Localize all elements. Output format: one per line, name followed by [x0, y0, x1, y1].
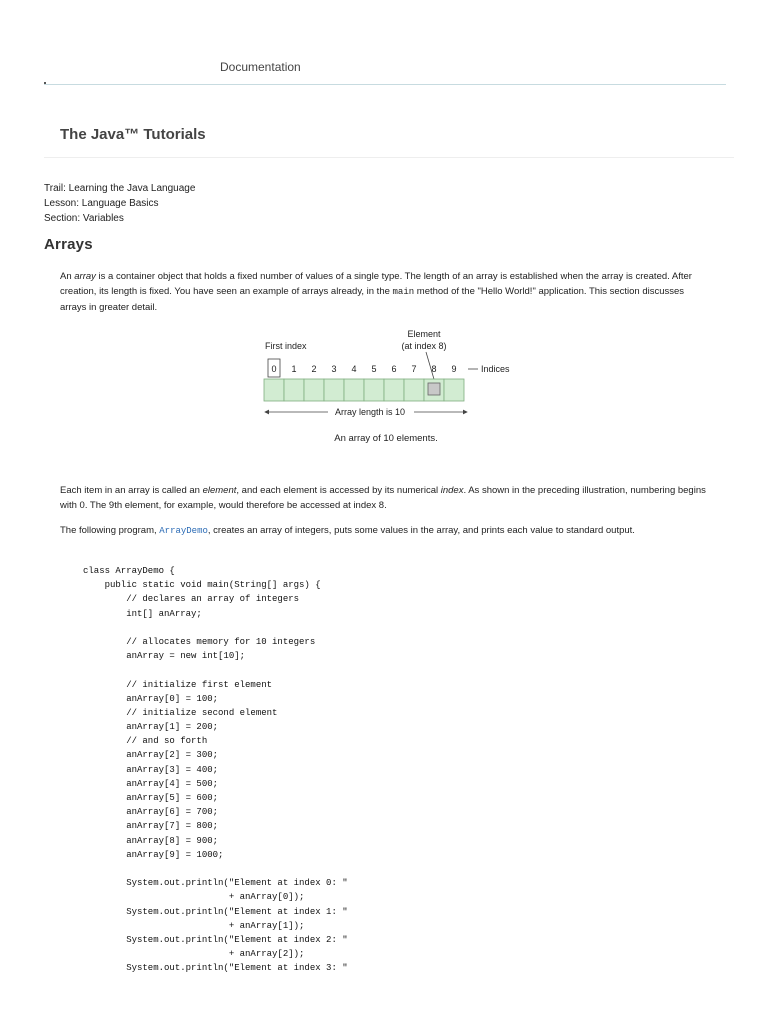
code-line: + anArray[2]);: [83, 949, 305, 960]
code-line: anArray[3] = 400;: [83, 764, 219, 775]
intro-term-array: array: [74, 271, 96, 282]
code-line: // declares an array of integers: [83, 594, 300, 605]
array-index-7: 7: [411, 364, 417, 374]
code-line: anArray[0] = 100;: [83, 693, 219, 704]
code-line: int[] anArray;: [83, 608, 202, 619]
para2-term-element: element: [202, 485, 237, 496]
code-line: System.out.println("Element at index 2: ": [83, 934, 348, 945]
element-label-line2: (at index 8): [401, 341, 447, 351]
array-index-6: 6: [391, 364, 397, 374]
code-line: anArray[1] = 200;: [83, 722, 219, 733]
code-line: System.out.println("Element at index 1: ": [83, 906, 348, 917]
array-cell-6: [384, 379, 404, 401]
code-line: + anArray[0]);: [83, 892, 305, 903]
code-line: // allocates memory for 10 integers: [83, 636, 316, 647]
page-title: Arrays: [44, 236, 93, 253]
code-line: [83, 621, 348, 635]
breadcrumb-trail[interactable]: Trail: Learning the Java Language: [44, 183, 196, 194]
array-length-label: Array length is 10: [334, 407, 406, 417]
intro-text-3: method of the "Hello World!" application. This section discusses arrays in greater detail.: [60, 286, 685, 313]
documentation-link[interactable]: Documentation: [220, 60, 301, 74]
code-line: // initialize first element: [83, 679, 273, 690]
array-index-4: 4: [351, 364, 357, 374]
array-cell-3: [324, 379, 344, 401]
code-line: public static void main(String[] args) {: [83, 580, 321, 591]
program-paragraph: [60, 523, 708, 539]
code-line: class ArrayDemo {: [83, 566, 175, 576]
intro-code-main: main: [392, 287, 415, 297]
code-line: anArray[4] = 500;: [83, 778, 219, 789]
nav-corner-mark: [44, 82, 46, 84]
array-index-0: 0: [271, 364, 277, 374]
code-line: anArray[2] = 300;: [83, 750, 219, 761]
array-index-2: 2: [311, 364, 317, 374]
title-divider: [44, 157, 734, 158]
para2-text-1: Each item in an array is called an: [60, 485, 203, 496]
intro-text-1: An: [60, 271, 75, 282]
top-navigation: [44, 0, 726, 85]
array-index-9: 9: [451, 364, 457, 374]
array-index-3: 3: [331, 364, 337, 374]
intro-paragraph: [60, 269, 708, 315]
array-cell-1: [284, 379, 304, 401]
code-line: [83, 663, 348, 677]
indices-label: Indices: [481, 364, 510, 374]
code-line: anArray[6] = 700;: [83, 807, 219, 818]
code-line: anArray[5] = 600;: [83, 793, 219, 803]
array-index-5: 5: [371, 364, 377, 374]
code-line: System.out.println("Element at index 3: ": [83, 963, 348, 974]
code-line: anArray[8] = 900;: [83, 835, 219, 846]
intro-text-2: is a container object that holds a fixed number of values of a single type. The length of an array is established when the array is created. After creation, its length is fixed. You have seen an example of arrays already, in the: [60, 271, 692, 297]
array-cell-5: [364, 379, 384, 401]
code-line: anArray[7] = 800;: [83, 821, 219, 832]
code-line: anArray = new int[10];: [83, 651, 246, 662]
element-label-line1: Element: [407, 329, 441, 339]
highlighted-element: [428, 383, 440, 395]
figure-caption: An array of 10 elements.: [334, 433, 438, 444]
para2-text-2: , and each element is accessed by its numerical: [236, 485, 441, 496]
breadcrumb: [44, 181, 195, 226]
array-cell-7: [404, 379, 424, 401]
code-line: // and so forth: [83, 736, 208, 747]
code-line: [83, 862, 348, 876]
code-line: // initialize second element: [83, 707, 278, 718]
para3-text-1: The following program,: [60, 525, 160, 536]
code-block: [83, 564, 348, 975]
site-title[interactable]: The Java™ Tutorials: [60, 126, 206, 143]
code-line: System.out.println("Element at index 0: ": [83, 878, 348, 889]
para2-text-3: . As shown in the preceding illustration, numbering begins with 0. The 9th element, for example, would therefore be accessed at index 8.: [60, 485, 706, 511]
breadcrumb-lesson[interactable]: Lesson: Language Basics: [44, 198, 159, 209]
array-cell-0: [264, 379, 284, 401]
para3-text-2: , creates an array of integers, puts some values in the array, and prints each value to standard output.: [207, 525, 635, 536]
first-index-label: First index: [265, 341, 307, 351]
para2-term-index: index: [440, 485, 464, 496]
array-index-1: 1: [291, 364, 297, 374]
elements-paragraph: [60, 483, 708, 513]
array-cell-4: [344, 379, 364, 401]
array-diagram: [260, 324, 520, 428]
arraydemo-link[interactable]: ArrayDemo: [159, 526, 208, 536]
array-cell-9: [444, 379, 464, 401]
code-line: anArray[9] = 1000;: [83, 849, 224, 860]
array-index-8: 8: [431, 364, 437, 374]
breadcrumb-section[interactable]: Section: Variables: [44, 213, 124, 224]
array-cell-2: [304, 379, 324, 401]
code-line: + anArray[1]);: [83, 920, 305, 931]
